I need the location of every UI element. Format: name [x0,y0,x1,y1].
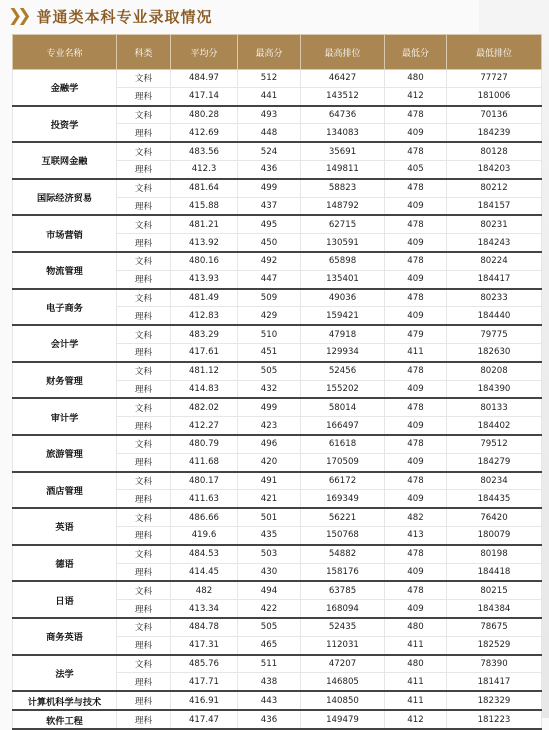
max-score-cell: 495 [238,215,301,233]
min-score-cell: 409 [385,307,447,325]
max-rank-cell: 129934 [301,343,385,361]
min-score-cell: 478 [385,398,447,416]
category-cell: 理科 [117,380,171,398]
min-rank-cell: 80212 [447,179,542,197]
major-name-cell: 英语 [13,508,117,545]
average-cell: 483.29 [171,325,238,343]
category-cell: 文科 [117,325,171,343]
table-row [13,70,542,88]
max-score-cell: 451 [238,343,301,361]
table-header-row [13,35,542,70]
average-cell: 415.88 [171,197,238,215]
table-row [13,398,542,416]
category-cell: 理科 [117,691,171,710]
min-score-cell: 409 [385,380,447,398]
average-cell: 480.79 [171,435,238,453]
average-cell: 417.71 [171,673,238,691]
max-score-cell: 436 [238,160,301,178]
category-cell: 文科 [117,215,171,233]
min-rank-cell: 184440 [447,307,542,325]
category-cell: 理科 [117,636,171,654]
min-rank-cell: 78675 [447,618,542,636]
max-rank-cell: 65898 [301,252,385,270]
table-row [13,691,542,710]
min-rank-cell: 78390 [447,655,542,673]
average-cell: 413.93 [171,270,238,288]
max-rank-cell: 155202 [301,380,385,398]
category-cell: 理科 [117,600,171,618]
category-cell: 理科 [117,87,171,105]
average-cell: 412.69 [171,124,238,142]
max-rank-cell: 149811 [301,160,385,178]
min-rank-cell: 184243 [447,234,542,252]
category-cell: 文科 [117,179,171,197]
min-score-cell: 411 [385,343,447,361]
max-score-cell: 430 [238,563,301,581]
min-score-cell: 478 [385,252,447,270]
average-cell: 484.97 [171,70,238,88]
min-rank-cell: 182329 [447,691,542,710]
average-cell: 413.34 [171,600,238,618]
major-name-cell: 物流管理 [13,252,117,289]
major-name-cell: 市场营销 [13,215,117,252]
max-rank-cell: 56221 [301,508,385,526]
max-rank-cell: 64736 [301,106,385,124]
page-title: 普通类本科专业录取情况 [36,7,213,26]
table-row [13,362,542,380]
category-cell: 文科 [117,398,171,416]
min-rank-cell: 182529 [447,636,542,654]
min-rank-cell: 184157 [447,197,542,215]
min-score-cell: 478 [385,215,447,233]
min-score-cell: 409 [385,453,447,471]
average-cell: 414.83 [171,380,238,398]
min-score-cell: 479 [385,325,447,343]
major-name-cell: 德语 [13,545,117,582]
category-cell: 文科 [117,289,171,307]
min-rank-cell: 184203 [447,160,542,178]
category-cell: 文科 [117,142,171,160]
max-rank-cell: 35691 [301,142,385,160]
min-score-cell: 411 [385,691,447,710]
category-cell: 理科 [117,307,171,325]
major-name-cell: 日语 [13,581,117,618]
max-score-cell: 493 [238,106,301,124]
max-score-cell: 448 [238,124,301,142]
category-cell: 文科 [117,435,171,453]
category-cell: 文科 [117,618,171,636]
max-rank-cell: 54882 [301,545,385,563]
category-cell: 文科 [117,252,171,270]
min-score-cell: 480 [385,618,447,636]
min-score-cell: 413 [385,526,447,544]
max-rank-cell: 148792 [301,197,385,215]
average-cell: 412.27 [171,417,238,435]
max-score-cell: 501 [238,508,301,526]
min-score-cell: 478 [385,179,447,197]
max-score-cell: 436 [238,710,301,729]
max-score-cell: 438 [238,673,301,691]
category-cell: 文科 [117,362,171,380]
max-rank-cell: 47918 [301,325,385,343]
major-name-cell: 审计学 [13,398,117,435]
average-cell: 480.28 [171,106,238,124]
min-rank-cell: 182630 [447,343,542,361]
max-score-cell: 443 [238,691,301,710]
max-rank-cell: 158176 [301,563,385,581]
min-rank-cell: 79512 [447,435,542,453]
min-rank-cell: 80133 [447,398,542,416]
min-rank-cell: 70136 [447,106,542,124]
min-rank-cell: 181006 [447,87,542,105]
table-row [13,252,542,270]
max-rank-cell: 62715 [301,215,385,233]
major-name-cell: 计算机科学与技术 [13,691,117,710]
min-score-cell: 412 [385,87,447,105]
average-cell: 411.68 [171,453,238,471]
average-cell: 480.16 [171,252,238,270]
average-cell: 480.17 [171,472,238,490]
min-rank-cell: 184417 [447,270,542,288]
major-name-cell: 旅游管理 [13,435,117,472]
max-score-cell: 441 [238,87,301,105]
average-cell: 419.6 [171,526,238,544]
min-rank-cell: 181417 [447,673,542,691]
min-score-cell: 409 [385,270,447,288]
min-score-cell: 478 [385,435,447,453]
double-chevron-icon: ❯❯ [8,6,27,26]
max-score-cell: 492 [238,252,301,270]
category-cell: 理科 [117,270,171,288]
min-score-cell: 480 [385,70,447,88]
average-cell: 417.14 [171,87,238,105]
average-cell: 411.63 [171,490,238,508]
category-cell: 理科 [117,490,171,508]
category-cell: 文科 [117,70,171,88]
min-score-cell: 412 [385,710,447,729]
average-cell: 484.53 [171,545,238,563]
average-cell: 417.47 [171,710,238,729]
average-cell: 482.02 [171,398,238,416]
max-rank-cell: 149479 [301,710,385,729]
min-score-cell: 409 [385,490,447,508]
header-min-rank: 最低排位 [447,35,542,70]
min-rank-cell: 180079 [447,526,542,544]
major-name-cell: 投资学 [13,106,117,143]
min-rank-cell: 80208 [447,362,542,380]
max-score-cell: 423 [238,417,301,435]
header-max-rank: 最高排位 [301,35,385,70]
category-cell: 理科 [117,673,171,691]
max-rank-cell: 58014 [301,398,385,416]
header-category: 科类 [117,35,171,70]
category-cell: 理科 [117,124,171,142]
max-rank-cell: 61618 [301,435,385,453]
major-name-cell: 法学 [13,655,117,692]
max-rank-cell: 146805 [301,673,385,691]
min-score-cell: 480 [385,655,447,673]
header-max-score: 最高分 [238,35,301,70]
average-cell: 481.49 [171,289,238,307]
min-rank-cell: 184384 [447,600,542,618]
min-rank-cell: 80198 [447,545,542,563]
max-score-cell: 524 [238,142,301,160]
category-cell: 理科 [117,453,171,471]
max-rank-cell: 52435 [301,618,385,636]
max-score-cell: 505 [238,362,301,380]
category-cell: 理科 [117,343,171,361]
max-rank-cell: 66172 [301,472,385,490]
max-rank-cell: 52456 [301,362,385,380]
max-rank-cell: 143512 [301,87,385,105]
table-row [13,545,542,563]
table-row [13,142,542,160]
average-cell: 413.92 [171,234,238,252]
category-cell: 理科 [117,197,171,215]
category-cell: 文科 [117,581,171,599]
average-cell: 485.76 [171,655,238,673]
min-rank-cell: 184279 [447,453,542,471]
min-score-cell: 411 [385,673,447,691]
max-score-cell: 505 [238,618,301,636]
max-score-cell: 435 [238,526,301,544]
category-cell: 文科 [117,508,171,526]
min-rank-cell: 80215 [447,581,542,599]
max-score-cell: 421 [238,490,301,508]
min-rank-cell: 77727 [447,70,542,88]
average-cell: 412.3 [171,160,238,178]
table-row [13,179,542,197]
table-row [13,472,542,490]
max-rank-cell: 134083 [301,124,385,142]
table-row [13,435,542,453]
major-name-cell: 商务英语 [13,618,117,655]
table-row [13,618,542,636]
min-rank-cell: 184239 [447,124,542,142]
min-score-cell: 478 [385,142,447,160]
max-rank-cell: 168094 [301,600,385,618]
max-rank-cell: 159421 [301,307,385,325]
max-score-cell: 512 [238,70,301,88]
average-cell: 483.56 [171,142,238,160]
section-header [8,5,213,27]
min-score-cell: 409 [385,197,447,215]
max-score-cell: 422 [238,600,301,618]
max-rank-cell: 170509 [301,453,385,471]
average-cell: 417.31 [171,636,238,654]
min-score-cell: 478 [385,472,447,490]
average-cell: 486.66 [171,508,238,526]
average-cell: 484.78 [171,618,238,636]
max-rank-cell: 135401 [301,270,385,288]
table-row [13,655,542,673]
min-score-cell: 478 [385,362,447,380]
header-average: 平均分 [171,35,238,70]
max-score-cell: 437 [238,197,301,215]
average-cell: 481.12 [171,362,238,380]
major-name-cell: 会计学 [13,325,117,362]
min-score-cell: 409 [385,600,447,618]
average-cell: 482 [171,581,238,599]
max-rank-cell: 49036 [301,289,385,307]
max-rank-cell: 46427 [301,70,385,88]
min-score-cell: 478 [385,289,447,307]
category-cell: 理科 [117,160,171,178]
max-score-cell: 499 [238,179,301,197]
category-cell: 文科 [117,545,171,563]
category-cell: 理科 [117,417,171,435]
min-score-cell: 478 [385,106,447,124]
max-rank-cell: 130591 [301,234,385,252]
table-row [13,215,542,233]
max-rank-cell: 112031 [301,636,385,654]
max-score-cell: 450 [238,234,301,252]
min-score-cell: 409 [385,234,447,252]
major-name-cell: 互联网金融 [13,142,117,179]
major-name-cell: 国际经济贸易 [13,179,117,216]
min-rank-cell: 184390 [447,380,542,398]
average-cell: 416.91 [171,691,238,710]
category-cell: 理科 [117,234,171,252]
table-row [13,581,542,599]
max-rank-cell: 166497 [301,417,385,435]
min-score-cell: 482 [385,508,447,526]
header-min-score: 最低分 [385,35,447,70]
min-rank-cell: 184402 [447,417,542,435]
min-rank-cell: 80233 [447,289,542,307]
table-row [13,289,542,307]
max-score-cell: 491 [238,472,301,490]
major-name-cell: 金融学 [13,70,117,106]
table-row [13,710,542,729]
table-row [13,508,542,526]
category-cell: 理科 [117,563,171,581]
max-score-cell: 432 [238,380,301,398]
admission-table [12,34,542,730]
table-row [13,106,542,124]
min-score-cell: 478 [385,581,447,599]
min-rank-cell: 80234 [447,472,542,490]
max-score-cell: 496 [238,435,301,453]
min-score-cell: 411 [385,636,447,654]
average-cell: 481.21 [171,215,238,233]
min-rank-cell: 80231 [447,215,542,233]
min-rank-cell: 184418 [447,563,542,581]
min-score-cell: 409 [385,417,447,435]
min-score-cell: 478 [385,545,447,563]
category-cell: 文科 [117,106,171,124]
header-major: 专业名称 [13,35,117,70]
major-name-cell: 财务管理 [13,362,117,399]
max-score-cell: 510 [238,325,301,343]
max-rank-cell: 150768 [301,526,385,544]
min-rank-cell: 79775 [447,325,542,343]
category-cell: 理科 [117,710,171,729]
max-score-cell: 511 [238,655,301,673]
max-rank-cell: 58823 [301,179,385,197]
max-score-cell: 499 [238,398,301,416]
min-rank-cell: 76420 [447,508,542,526]
max-score-cell: 503 [238,545,301,563]
max-score-cell: 420 [238,453,301,471]
min-rank-cell: 181223 [447,710,542,729]
average-cell: 481.64 [171,179,238,197]
table-body [13,70,542,730]
min-score-cell: 409 [385,124,447,142]
average-cell: 417.61 [171,343,238,361]
min-rank-cell: 184435 [447,490,542,508]
major-name-cell: 软件工程 [13,710,117,729]
max-score-cell: 494 [238,581,301,599]
major-name-cell: 电子商务 [13,289,117,326]
max-rank-cell: 169349 [301,490,385,508]
max-rank-cell: 63785 [301,581,385,599]
min-score-cell: 405 [385,160,447,178]
max-rank-cell: 140850 [301,691,385,710]
min-rank-cell: 80224 [447,252,542,270]
table-row [13,325,542,343]
average-cell: 412.83 [171,307,238,325]
max-score-cell: 509 [238,289,301,307]
average-cell: 414.45 [171,563,238,581]
category-cell: 文科 [117,472,171,490]
major-name-cell: 酒店管理 [13,472,117,509]
max-rank-cell: 47207 [301,655,385,673]
category-cell: 文科 [117,655,171,673]
max-score-cell: 429 [238,307,301,325]
min-score-cell: 409 [385,563,447,581]
max-score-cell: 447 [238,270,301,288]
min-rank-cell: 80128 [447,142,542,160]
max-score-cell: 465 [238,636,301,654]
category-cell: 理科 [117,526,171,544]
